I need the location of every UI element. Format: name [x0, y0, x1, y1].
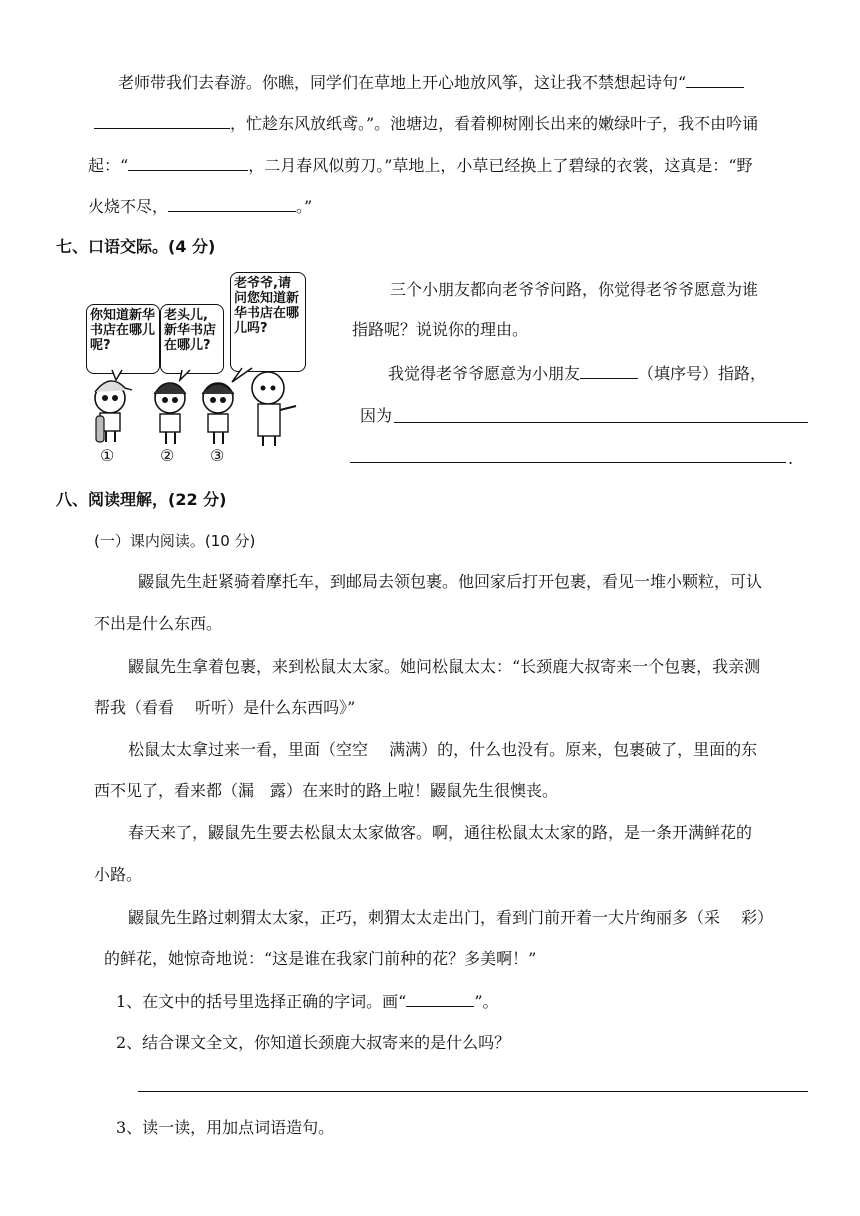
question-1 — [116, 990, 499, 1013]
speech-bubble-1: 你知道新华书店在哪儿呢? — [86, 304, 160, 374]
speech-bubble-2: 老头儿,新华书店在哪儿? — [160, 304, 224, 374]
answer-line — [388, 362, 766, 385]
text: 我觉得老爷爷愿意为小朋友 — [388, 364, 581, 383]
paragraph-3-line-2: 西不见了，看来都（漏 露）在来时的路上啦！鼹鼠先生很懊丧。 — [94, 781, 559, 800]
section-8-title: 八、阅读理解，(22 分) — [56, 490, 227, 509]
paragraph-1-line-1: 鼹鼠先生赶紧骑着摩托车，到邮局去领包裹。他回家后打开包裹，看见一堆小颗粒，可认 — [138, 572, 763, 591]
speech-bubble-3: 老爷爷,请问您知道新华书店在哪儿吗? — [230, 272, 306, 372]
question-2: 2、结合课文全文，你知道长颈鹿大叔寄来的是什么吗？ — [116, 1033, 511, 1052]
underline-sample — [406, 990, 474, 1007]
blank[interactable] — [168, 195, 296, 212]
end-dot: . — [788, 449, 794, 468]
question-text-2: 指路呢？说说你的理由。 — [352, 320, 529, 339]
reason-answer-line-2[interactable] — [350, 462, 786, 463]
paragraph-4-line-2: 小路。 — [94, 865, 143, 884]
blank[interactable] — [686, 71, 744, 88]
text: ，二月春风似剪刀。”草地上，小草已经换上了碧绿的衣裳，这真是：“野 — [248, 156, 753, 175]
child-label-3: ③ — [210, 446, 225, 465]
text: ”。 — [474, 992, 499, 1011]
question-3: 3、读一读，用加点词语造句。 — [116, 1118, 335, 1137]
text: （填序号）指路， — [638, 364, 767, 383]
paragraph-1-line-2: 不出是什么东西。 — [94, 614, 223, 633]
paragraph-4-line-1: 春天来了，鼹鼠先生要去松鼠太太家做客。啊，通往松鼠太太家的路，是一条开满鲜花的 — [128, 823, 753, 842]
paragraph-2-line-2: 帮我（看看 听听）是什么东西吗》” — [94, 698, 356, 717]
text: 火烧不尽， — [88, 197, 169, 216]
text: 1、在文中的括号里选择正确的字词。画“ — [116, 992, 407, 1011]
question-2-answer-line[interactable] — [138, 1091, 808, 1092]
children-and-grandpa-icon — [82, 270, 302, 468]
subsection-1-title: (一）课内阅读。(10 分) — [94, 532, 256, 550]
because-label: 因为 — [360, 406, 393, 425]
child-label-2: ② — [160, 446, 175, 465]
section-7-title: 七、口语交际。(4 分) — [56, 237, 216, 256]
text: 。” — [296, 197, 313, 216]
paragraph-5-line-1: 鼹鼠先生路过刺猬太太家，正巧，刺猬太太走出门，看到门前开着一大片绚丽多（采 彩） — [128, 908, 774, 927]
text: 老师带我们去春游。你瞧，同学们在草地上开心地放风筝，这让我不禁想起诗句“ — [118, 73, 687, 92]
reason-answer-line-1[interactable] — [394, 422, 808, 423]
paragraph-5-line-2: 的鲜花，她惊奇地说：“这是谁在我家门前种的花？多美啊！” — [104, 949, 537, 968]
text: ，忙趁东风放纸鸢。”。池塘边，看着柳树刚长出来的嫩绿叶子，我不由吟诵 — [230, 114, 759, 133]
child-number-blank[interactable] — [580, 362, 638, 379]
passage-line-4 — [88, 195, 312, 218]
paragraph-2-line-1: 鼹鼠先生拿着包裹，来到松鼠太太家。她问松鼠太太：“长颈鹿大叔寄来一个包裹，我亲测 — [128, 657, 761, 676]
text: 起：“ — [88, 156, 129, 175]
blank[interactable] — [128, 154, 248, 171]
blank[interactable] — [94, 112, 230, 129]
passage-line-3 — [88, 154, 753, 177]
question-text-1: 三个小朋友都向老爷爷问路，你觉得老爷爷愿意为谁 — [390, 280, 759, 299]
passage-line-2 — [94, 112, 758, 135]
child-label-1: ① — [100, 446, 115, 465]
asking-directions-illustration — [82, 270, 302, 468]
paragraph-3-line-1: 松鼠太太拿过来一看，里面（空空 满满）的，什么也没有。原来，包裹破了，里面的东 — [128, 740, 758, 759]
passage-line-1 — [118, 71, 744, 94]
